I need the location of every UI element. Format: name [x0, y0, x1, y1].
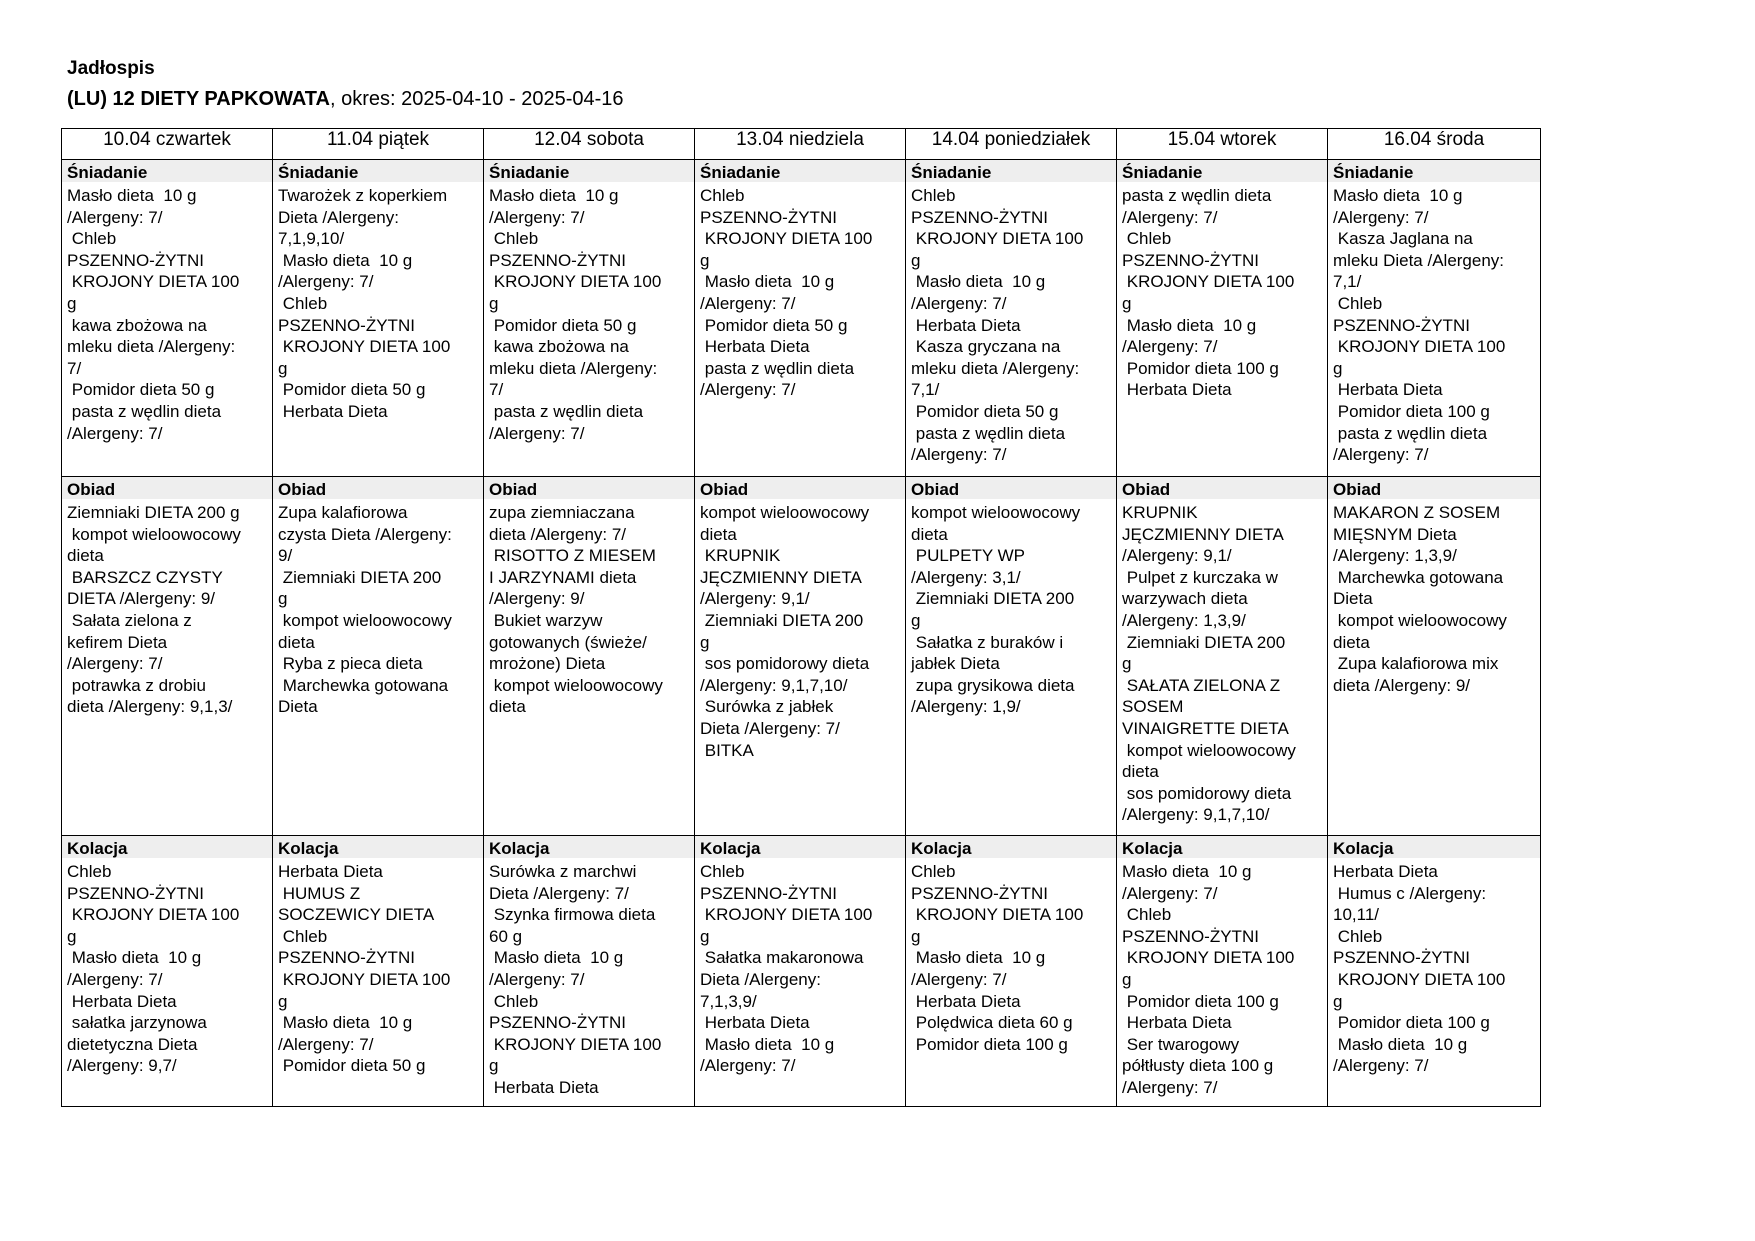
- dinner-cell: [62, 836, 273, 1107]
- meal-label: Obiad: [1117, 477, 1327, 499]
- diet-name: (LU) 12 DIETY PAPKOWATA: [67, 88, 330, 110]
- meal-label: Kolacja: [1328, 836, 1540, 858]
- meal-label: Śniadanie: [62, 160, 272, 182]
- page-title: Jadłospis: [67, 58, 155, 79]
- meal-items: zupa ziemniaczana dieta /Alergeny: 7/ RISOTTO Z MIESEM I JARZYNAMI dieta /Alergeny: 9/ Bukiet warzyw gotowanych (świeże/ mrożone) Dieta kompot wieloowocowy dieta: [489, 503, 663, 717]
- meal-items: Twarożek z koperkiem Dieta /Alergeny: 7,1,9,10/ Masło dieta 10 g /Alergeny: 7/ Chleb PSZENNO-ŻYTNI KROJONY DIETA 100 g Pomidor dieta 50 g Herbata Dieta: [278, 186, 451, 421]
- meal-label: Śniadanie: [1117, 160, 1327, 182]
- lunch-cell: [906, 477, 1117, 836]
- day-header: 16.04 środa: [1328, 129, 1541, 160]
- meal-items: Chleb PSZENNO-ŻYTNI KROJONY DIETA 100 g Masło dieta 10 g /Alergeny: 7/ Herbata Dieta Polędwica dieta 60 g Pomidor dieta 100 g: [911, 862, 1084, 1054]
- dinner-row: [62, 836, 1541, 1107]
- meal-label: Śniadanie: [906, 160, 1116, 182]
- menu-period: , okres: 2025-04-10 - 2025-04-16: [329, 88, 624, 110]
- dinner-cell: [906, 836, 1117, 1107]
- dinner-cell: [695, 836, 906, 1107]
- meal-label: Kolacja: [695, 836, 905, 858]
- meal-items: Chleb PSZENNO-ŻYTNI KROJONY DIETA 100 g Masło dieta 10 g /Alergeny: 7/ Herbata Dieta Kasza gryczana na mleku dieta /Alergeny: 7,1/ Pomidor dieta 50 g pasta z wędlin dieta /Alergeny: 7/: [911, 186, 1084, 465]
- meal-label: Kolacja: [906, 836, 1116, 858]
- meal-items: Chleb PSZENNO-ŻYTNI KROJONY DIETA 100 g Masło dieta 10 g /Alergeny: 7/ Herbata Dieta sałatka jarzynowa dietetyczna Dieta /Alergeny: 9,7/: [67, 862, 240, 1076]
- meal-items: Herbata Dieta Humus c /Alergeny: 10,11/ Chleb PSZENNO-ŻYTNI KROJONY DIETA 100 g Pomidor dieta 100 g Masło dieta 10 g /Alergeny: 7/: [1333, 862, 1506, 1076]
- meal-items: kompot wieloowocowy dieta KRUPNIK JĘCZMIENNY DIETA /Alergeny: 9,1/ Ziemniaki DIETA 200 g sos pomidorowy dieta /Alergeny: 9,1,7,10/ Surówka z jabłek Dieta /Alergeny: 7/ BITKA: [700, 503, 870, 760]
- breakfast-cell: [62, 160, 273, 477]
- breakfast-cell: [1328, 160, 1541, 477]
- meal-items: MAKARON Z SOSEM MIĘSNYM Dieta /Alergeny: 1,3,9/ Marchewka gotowana Dieta kompot wieloowocowy dieta Zupa kalafiorowa mix dieta /Alergeny: 9/: [1333, 503, 1507, 695]
- meal-label: Obiad: [62, 477, 272, 499]
- day-header-row: [62, 129, 1541, 160]
- meal-label: Kolacja: [1117, 836, 1327, 858]
- lunch-cell: [62, 477, 273, 836]
- breakfast-cell: [695, 160, 906, 477]
- meal-items: Surówka z marchwi Dieta /Alergeny: 7/ Szynka firmowa dieta 60 g Masło dieta 10 g /Alergeny: 7/ Chleb PSZENNO-ŻYTNI KROJONY DIETA 100 g Herbata Dieta: [489, 862, 662, 1097]
- meal-label: Kolacja: [62, 836, 272, 858]
- meal-label: Obiad: [695, 477, 905, 499]
- meal-label: Obiad: [484, 477, 694, 499]
- breakfast-cell: [1117, 160, 1328, 477]
- lunch-cell: [484, 477, 695, 836]
- day-header: 11.04 piątek: [273, 129, 484, 160]
- day-header: 14.04 poniedziałek: [906, 129, 1117, 160]
- lunch-row: [62, 477, 1541, 836]
- meal-label: Śniadanie: [273, 160, 483, 182]
- day-header: 10.04 czwartek: [62, 129, 273, 160]
- meal-items: Chleb PSZENNO-ŻYTNI KROJONY DIETA 100 g Masło dieta 10 g /Alergeny: 7/ Pomidor dieta 50 g Herbata Dieta pasta z wędlin dieta /Alergeny: 7/: [700, 186, 873, 400]
- meal-label: Kolacja: [273, 836, 483, 858]
- breakfast-cell: [273, 160, 484, 477]
- breakfast-cell: [906, 160, 1117, 477]
- lunch-cell: [1328, 477, 1541, 836]
- meal-items: Masło dieta 10 g /Alergeny: 7/ Chleb PSZENNO-ŻYTNI KROJONY DIETA 100 g kawa zbożowa na mleku dieta /Alergeny: 7/ Pomidor dieta 50 g pasta z wędlin dieta /Alergeny: 7/: [67, 186, 240, 443]
- meal-items: KRUPNIK JĘCZMIENNY DIETA /Alergeny: 9,1/ Pulpet z kurczaka w warzywach dieta /Alergeny: 1,3,9/ Ziemniaki DIETA 200 g SAŁATA ZIELONA Z SOSEM VINAIGRETTE DIETA kompot wieloowocowy dieta sos pomidorowy dieta /Alergeny: 9,1,7,10/: [1122, 503, 1296, 825]
- breakfast-cell: [484, 160, 695, 477]
- weekly-menu-table: [61, 128, 1541, 1107]
- meal-label: Śniadanie: [1328, 160, 1540, 182]
- meal-items: kompot wieloowocowy dieta PULPETY WP /Alergeny: 3,1/ Ziemniaki DIETA 200 g Sałatka z buraków i jabłek Dieta zupa grysikowa dieta /Alergeny: 1,9/: [911, 503, 1081, 717]
- meal-items: Masło dieta 10 g /Alergeny: 7/ Chleb PSZENNO-ŻYTNI KROJONY DIETA 100 g Pomidor dieta 50 g kawa zbożowa na mleku dieta /Alergeny: 7/ pasta z wędlin dieta /Alergeny: 7/: [489, 186, 662, 443]
- meal-label: Obiad: [1328, 477, 1540, 499]
- menu-subtitle: [67, 88, 624, 111]
- dinner-cell: [484, 836, 695, 1107]
- meal-label: Obiad: [273, 477, 483, 499]
- breakfast-row: [62, 160, 1541, 477]
- meal-label: Śniadanie: [695, 160, 905, 182]
- dinner-cell: [1328, 836, 1541, 1107]
- day-header: 13.04 niedziela: [695, 129, 906, 160]
- lunch-cell: [1117, 477, 1328, 836]
- meal-label: Kolacja: [484, 836, 694, 858]
- meal-items: Masło dieta 10 g /Alergeny: 7/ Chleb PSZENNO-ŻYTNI KROJONY DIETA 100 g Pomidor dieta 100 g Herbata Dieta Ser twarogowy półtłusty dieta 100 g /Alergeny: 7/: [1122, 862, 1295, 1097]
- meal-items: Chleb PSZENNO-ŻYTNI KROJONY DIETA 100 g Sałatka makaronowa Dieta /Alergeny: 7,1,3,9/ Herbata Dieta Masło dieta 10 g /Alergeny: 7/: [700, 862, 873, 1076]
- meal-label: Obiad: [906, 477, 1116, 499]
- dinner-cell: [273, 836, 484, 1107]
- meal-items: Zupa kalafiorowa czysta Dieta /Alergeny: 9/ Ziemniaki DIETA 200 g kompot wieloowocowy dieta Ryba z pieca dieta Marchewka gotowana Dieta: [278, 503, 452, 717]
- lunch-cell: [695, 477, 906, 836]
- day-header: 15.04 wtorek: [1117, 129, 1328, 160]
- meal-label: Śniadanie: [484, 160, 694, 182]
- meal-items: Masło dieta 10 g /Alergeny: 7/ Kasza Jaglana na mleku Dieta /Alergeny: 7,1/ Chleb PSZENNO-ŻYTNI KROJONY DIETA 100 g Herbata Dieta Pomidor dieta 100 g pasta z wędlin dieta /Alergeny: 7/: [1333, 186, 1506, 465]
- meal-items: Herbata Dieta HUMUS Z SOCZEWICY DIETA Chleb PSZENNO-ŻYTNI KROJONY DIETA 100 g Masło dieta 10 g /Alergeny: 7/ Pomidor dieta 50 g: [278, 862, 451, 1076]
- lunch-cell: [273, 477, 484, 836]
- meal-items: pasta z wędlin dieta /Alergeny: 7/ Chleb PSZENNO-ŻYTNI KROJONY DIETA 100 g Masło dieta 10 g /Alergeny: 7/ Pomidor dieta 100 g Herbata Dieta: [1122, 186, 1295, 400]
- day-header: 12.04 sobota: [484, 129, 695, 160]
- meal-items: Ziemniaki DIETA 200 g kompot wieloowocowy dieta BARSZCZ CZYSTY DIETA /Alergeny: 9/ Sałata zielona z kefirem Dieta /Alergeny: 7/ potrawka z drobiu dieta /Alergeny: 9,1,3/: [67, 503, 241, 717]
- dinner-cell: [1117, 836, 1328, 1107]
